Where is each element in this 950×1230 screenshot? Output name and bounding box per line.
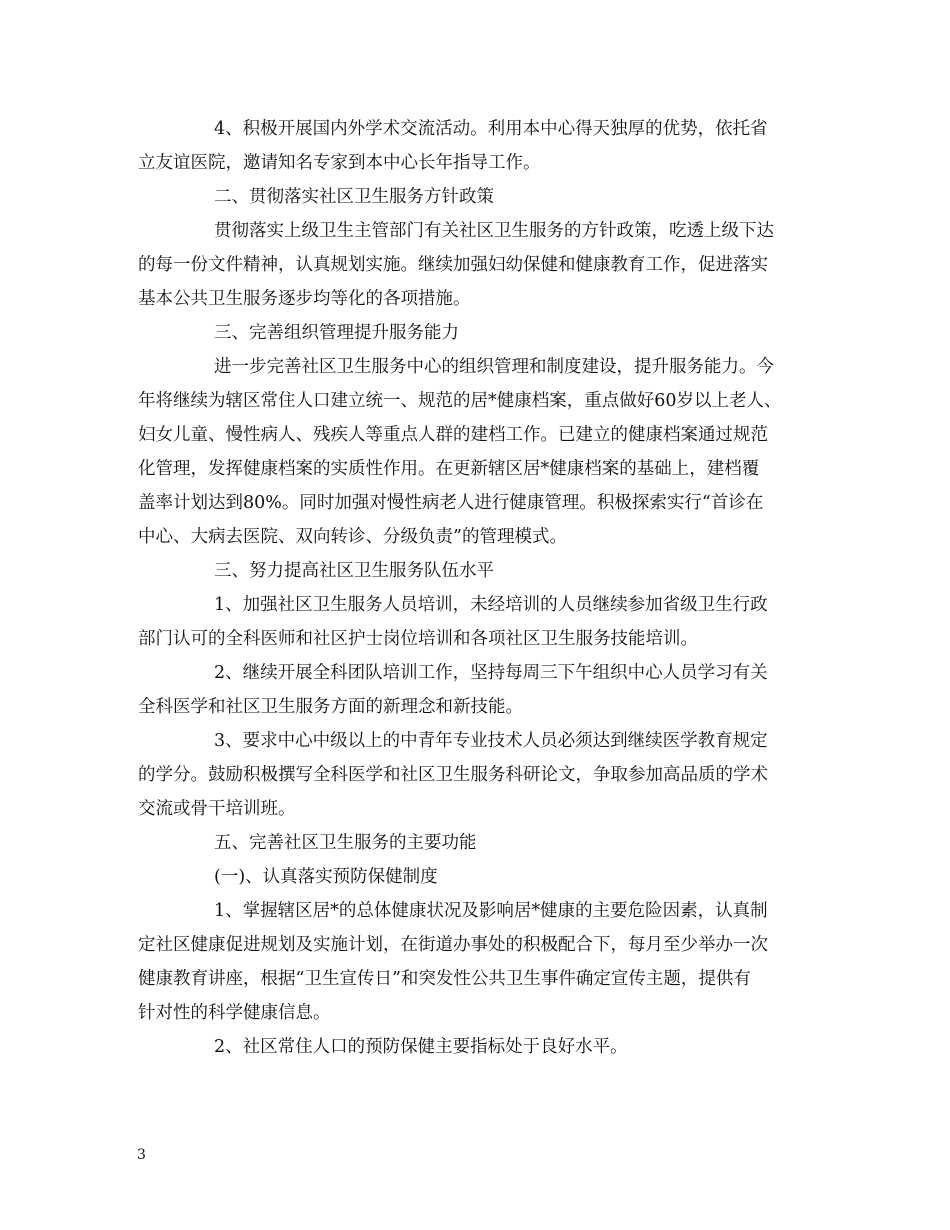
text-line: (一)、认真落实预防保健制度: [214, 867, 438, 887]
text-line: 2、社区常住人口的预防保健主要指标处于良好水平。: [214, 1037, 628, 1057]
text-line: 三、完善组织管理提升服务能力: [214, 323, 459, 343]
text-line: 2、继续开展全科团队培训工作，坚持每周三下午组织中心人员学习有关: [214, 663, 768, 683]
text-line: 健康教育讲座，根据“卫生宣传日”和突发性公共卫生事件确定宣传主题，提供有: [138, 969, 751, 989]
text-line: 化管理，发挥健康档案的实质性作用。在更新辖区居*健康档案的基础上，建档覆: [138, 459, 760, 479]
text-line: 基本公共卫生服务逐步均等化的各项措施。: [138, 289, 471, 309]
text-line: 五、完善社区卫生服务的主要功能: [214, 833, 477, 853]
text-line: 针对性的科学健康信息。: [138, 1003, 331, 1023]
text-line: 3、要求中心中级以上的中青年专业技术人员必须达到继续医学教育规定: [214, 731, 768, 751]
text-line: 贯彻落实上级卫生主管部门有关社区卫生服务的方针政策，吃透上级下达: [214, 221, 774, 241]
text-line: 全科医学和社区卫生服务方面的新理念和新技能。: [138, 697, 523, 717]
text-line: 三、努力提高社区卫生服务队伍水平: [214, 561, 494, 581]
page-number: 3: [137, 1147, 146, 1163]
text-line: 中心、大病去医院、双向转诊、分级负责”的管理模式。: [138, 527, 567, 547]
text-line: 年将继续为辖区常住人口建立统一、规范的居*健康档案，重点做好60岁以上老人、: [138, 391, 782, 411]
text-line: 盖率计划达到80%。同时加强对慢性病老人进行健康管理。积极探索实行“首诊在: [138, 493, 764, 513]
text-line: 1、掌握辖区居*的总体健康状况及影响居*健康的主要危险因素，认真制: [214, 901, 768, 921]
text-line: 交流或骨干培训班。: [138, 799, 296, 819]
text-line: 的学分。鼓励积极撰写全科医学和社区卫生服务科研论文，争取参加高品质的学术: [138, 765, 768, 785]
text-line: 1、加强社区卫生服务人员培训，未经培训的人员继续参加省级卫生行政: [214, 595, 768, 615]
text-line: 定社区健康促进规划及实施计划，在街道办事处的积极配合下，每月至少举办一次: [138, 935, 768, 955]
document-body: [138, 112, 818, 1064]
text-line: 二、贯彻落实社区卫生服务方针政策: [214, 187, 494, 207]
text-line: 4、积极开展国内外学术交流活动。利用本中心得天独厚的优势，依托省: [214, 119, 768, 139]
text-line: 进一步完善社区卫生服务中心的组织管理和制度建设，提升服务能力。今: [214, 357, 774, 377]
text-line: 妇女儿童、慢性病人、残疾人等重点人群的建档工作。已建立的健康档案通过规范: [138, 425, 768, 445]
text-line: 的每一份文件精神，认真规划实施。继续加强妇幼保健和健康教育工作，促进落实: [138, 255, 768, 275]
text-line: 立友谊医院，邀请知名专家到本中心长年指导工作。: [138, 153, 541, 173]
text-line: 部门认可的全科医师和社区护士岗位培训和各项社区卫生服务技能培训。: [138, 629, 698, 649]
